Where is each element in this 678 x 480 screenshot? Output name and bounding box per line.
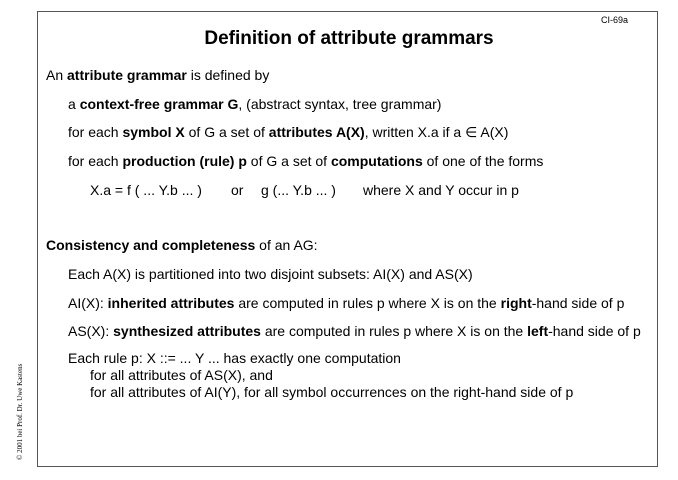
consistency-partition: Each A(X) is partitioned into two disjoint subsets: AI(X) and AS(X) — [68, 266, 473, 282]
computation-form-where: where X and Y occur in p — [363, 182, 519, 198]
slide-id: CI-69a — [601, 15, 629, 25]
consistency-rule-sub-2: for all attributes of AI(Y), for all symbol occurrences on the right-hand side of p — [90, 384, 574, 400]
slide-title: Definition of attribute grammars — [204, 28, 494, 49]
consistency-rule: Each rule p: X ::= ... Y ... has exactly one computation — [68, 350, 401, 366]
consistency-rule-sub-1: for all attributes of AS(X), and — [90, 367, 273, 383]
computation-form-2: g (... Y.b ... ) — [261, 182, 336, 198]
consistency-inherited: AI(X): inherited attributes are computed in rules p where X is on the right-hand side of p — [68, 295, 625, 311]
definition-item-attributes: for each symbol X of G a set of attributes A(X), written X.a if a ∈ A(X) — [68, 124, 509, 140]
definition-intro: An attribute grammar is defined by — [46, 67, 270, 83]
definition-item-grammar: a context-free grammar G, (abstract syntax, tree grammar) — [68, 96, 442, 112]
consistency-synthesized: AS(X): synthesized attributes are computed in rules p where X is on the left-hand side of p — [68, 323, 641, 339]
computation-form-1: X.a = f ( ... Y.b ... ) — [90, 182, 202, 198]
copyright-note: © 2001 bei Prof. Dr. Uwe Kastens — [16, 363, 24, 460]
computation-form-or: or — [231, 182, 244, 198]
consistency-heading: Consistency and completeness of an AG: — [46, 237, 318, 253]
definition-item-computations: for each production (rule) p of G a set of computations of one of the forms — [68, 153, 544, 169]
